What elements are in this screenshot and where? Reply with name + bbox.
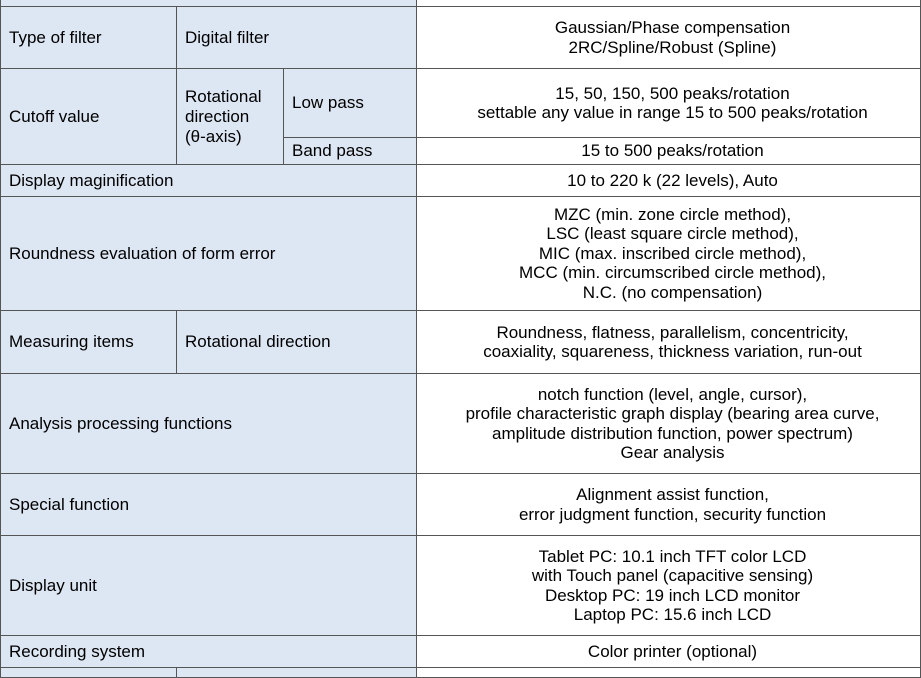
analysis-value [417,374,921,474]
direction-line: direction [185,106,250,126]
filter-type-label: Type of filter [1,7,177,69]
table-row-recording [1,636,921,668]
table-row-special [1,474,921,536]
band-pass-label: Band pass [284,138,417,165]
roundness-label: Roundness evaluation of form error [1,197,417,311]
value-line: Gear analysis [620,443,725,462]
analysis-label: Analysis processing functions [1,374,417,474]
filter-type-value [417,7,921,69]
value-line: amplitude distribution function, power spectrum) [492,423,853,443]
table-row-measuring [1,311,921,374]
cutoff-direction-label [177,69,284,165]
low-pass-value [417,69,921,138]
value-line: Laptop PC: 15.6 inch LCD [573,605,772,624]
value-line: Alignment assist function, [576,485,769,504]
recording-label: Recording system [1,636,417,668]
value-line: Gaussian/Phase compensation [554,18,791,37]
table-row-roundness [1,197,921,311]
value-line: coaxiality, squareness, thickness variation, run-out [483,342,862,361]
special-label: Special function [1,474,417,536]
value-line: Tablet PC: 10.1 inch TFT color LCD [538,546,807,566]
magnification-label: Display maginification [1,165,417,197]
measuring-label: Measuring items [1,311,177,374]
cutoff-label: Cutoff value [1,69,177,165]
value-line: Desktop PC: 19 inch LCD monitor [544,585,801,605]
measuring-sub-label: Rotational direction [177,311,417,374]
roundness-value [417,197,921,311]
low-pass-label: Low pass [284,69,417,138]
cropped-sub-cell [177,668,417,678]
display-unit-label: Display unit [1,536,417,636]
cropped-label-cell [1,668,177,678]
special-value [417,474,921,536]
value-line: MIC (max. inscribed circle method), [538,243,807,263]
direction-line: Rotational [185,86,262,106]
recording-value: Color printer (optional) [417,636,921,668]
table-row-filter-type [1,7,921,69]
magnification-value: 10 to 220 k (22 levels), Auto [417,165,921,197]
measuring-value [417,311,921,374]
value-line: MZC (min. zone circle method), [553,204,792,224]
direction-line: (θ-axis) [185,126,242,146]
cropped-value-cell [417,668,921,678]
value-line: 15, 50, 150, 500 peaks/rotation [555,83,790,103]
table-row-analysis [1,374,921,474]
value-line: LSC (least square circle method), [546,224,799,244]
filter-type-sub-label: Digital filter [177,7,417,69]
display-unit-value [417,536,921,636]
value-line: Roundness, flatness, parallelism, concentricity, [496,322,849,342]
value-line: MCC (min. circumscribed circle method), [519,263,826,283]
table-row-cropped-bottom [1,668,921,678]
table-row-display-unit [1,536,921,636]
value-line: error judgment function, security function [518,504,827,524]
band-pass-value: 15 to 500 peaks/rotation [417,138,921,165]
value-line: 2RC/Spline/Robust (Spline) [568,37,777,57]
value-line: notch function (level, angle, cursor), [537,384,808,404]
table-row-cutoff-low [1,69,921,138]
table-row-magnification [1,165,921,197]
value-line: profile characteristic graph display (bearing area curve, [465,404,880,423]
value-line: settable any value in range 15 to 500 peaks/rotation [477,103,868,122]
value-line: N.C. (no compensation) [582,282,763,302]
value-line: with Touch panel (capacitive sensing) [531,566,814,585]
